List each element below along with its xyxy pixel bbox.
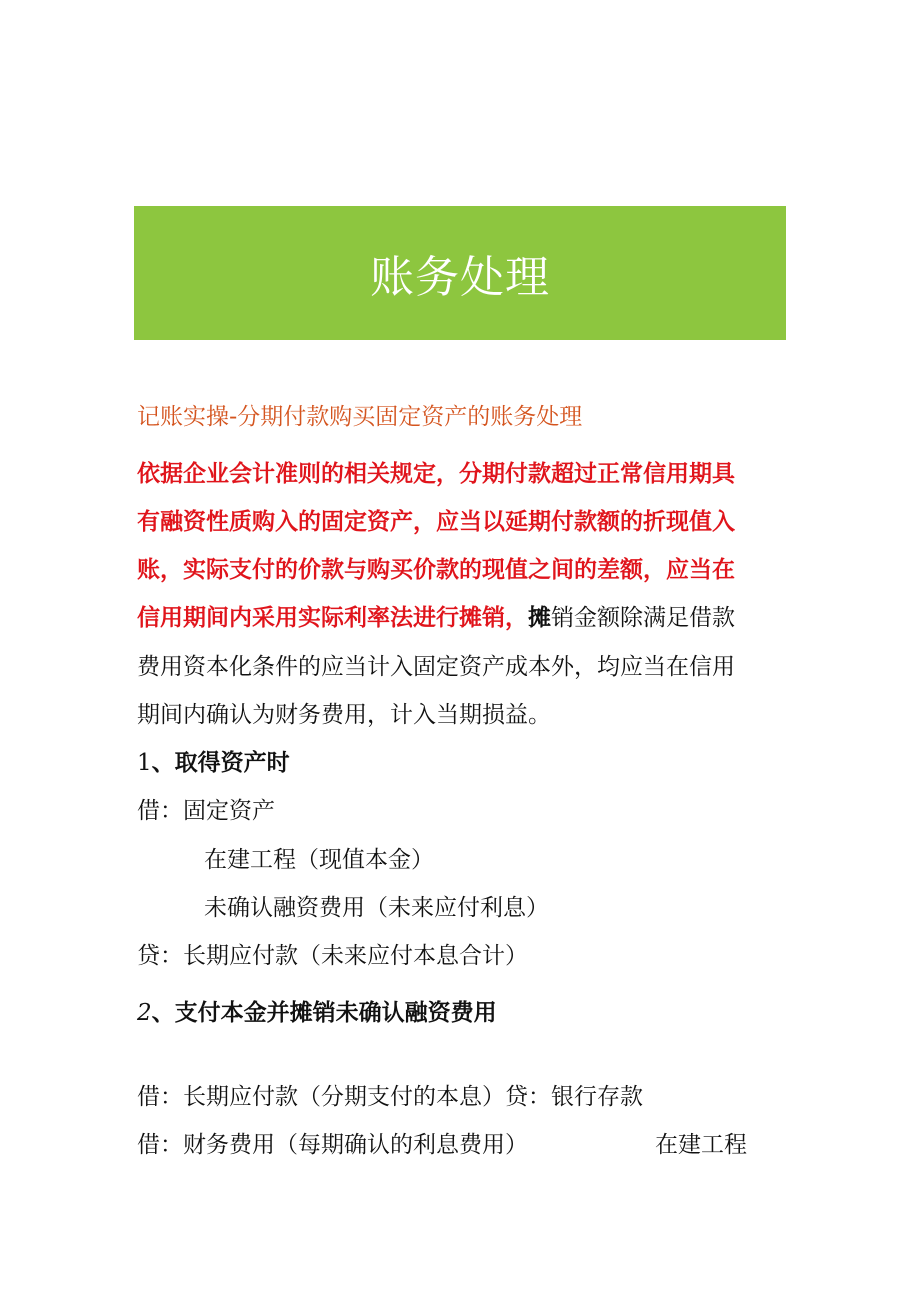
paragraph-line-4-emphasis: 信用期间内采用实际利率法进行摊销， <box>137 605 528 631</box>
paragraph-line-3: 账，实际支付的价款与购买价款的现值之间的差额，应当在 <box>137 557 735 583</box>
page-title: 账务处理 <box>370 252 550 303</box>
journal-entry-credit: 贷：长期应付款（未来应付本息合计） <box>137 943 528 969</box>
paragraph-line-4-rest: 销金额除满足借款 <box>551 605 735 631</box>
paragraph-line-1: 依据企业会计准则的相关规定，分期付款超过正常信用期具 <box>137 461 735 487</box>
section-1-heading <box>137 744 290 777</box>
section-1-number: 1 <box>137 750 152 776</box>
paragraph-line-6: 期间内确认为财务费用，计入当期损益。 <box>137 702 551 728</box>
journal-entry-debit: 借：固定资产 <box>137 798 275 824</box>
paragraph-line-2: 有融资性质购入的固定资产，应当以延期付款额的折现值入 <box>137 509 735 535</box>
journal-entry-debit-2: 在建工程（现值本金） <box>204 847 434 873</box>
section-2-number: 2 <box>137 1000 152 1026</box>
journal-entry-interest-right: 在建工程 <box>655 1132 747 1158</box>
section-2-title: 、支付本金并摊销未确认融资费用 <box>151 1000 497 1026</box>
article-subtitle: 记账实操-分期付款购买固定资产的账务处理 <box>137 404 583 430</box>
journal-entry-payment: 借：长期应付款（分期支付的本息）贷：银行存款 <box>137 1084 643 1110</box>
journal-entry-debit-3: 未确认融资费用（未来应付利息） <box>204 895 549 921</box>
journal-entry-interest: 借：财务费用（每期确认的利息费用） <box>137 1132 528 1158</box>
paragraph-line-4 <box>137 599 735 632</box>
section-2-heading <box>137 994 497 1027</box>
title-banner <box>134 206 786 340</box>
paragraph-line-5: 费用资本化条件的应当计入固定资产成本外，均应当在信用 <box>137 654 735 680</box>
paragraph-line-4-bold: 摊 <box>528 605 551 631</box>
section-1-title: 、取得资产时 <box>151 750 290 776</box>
